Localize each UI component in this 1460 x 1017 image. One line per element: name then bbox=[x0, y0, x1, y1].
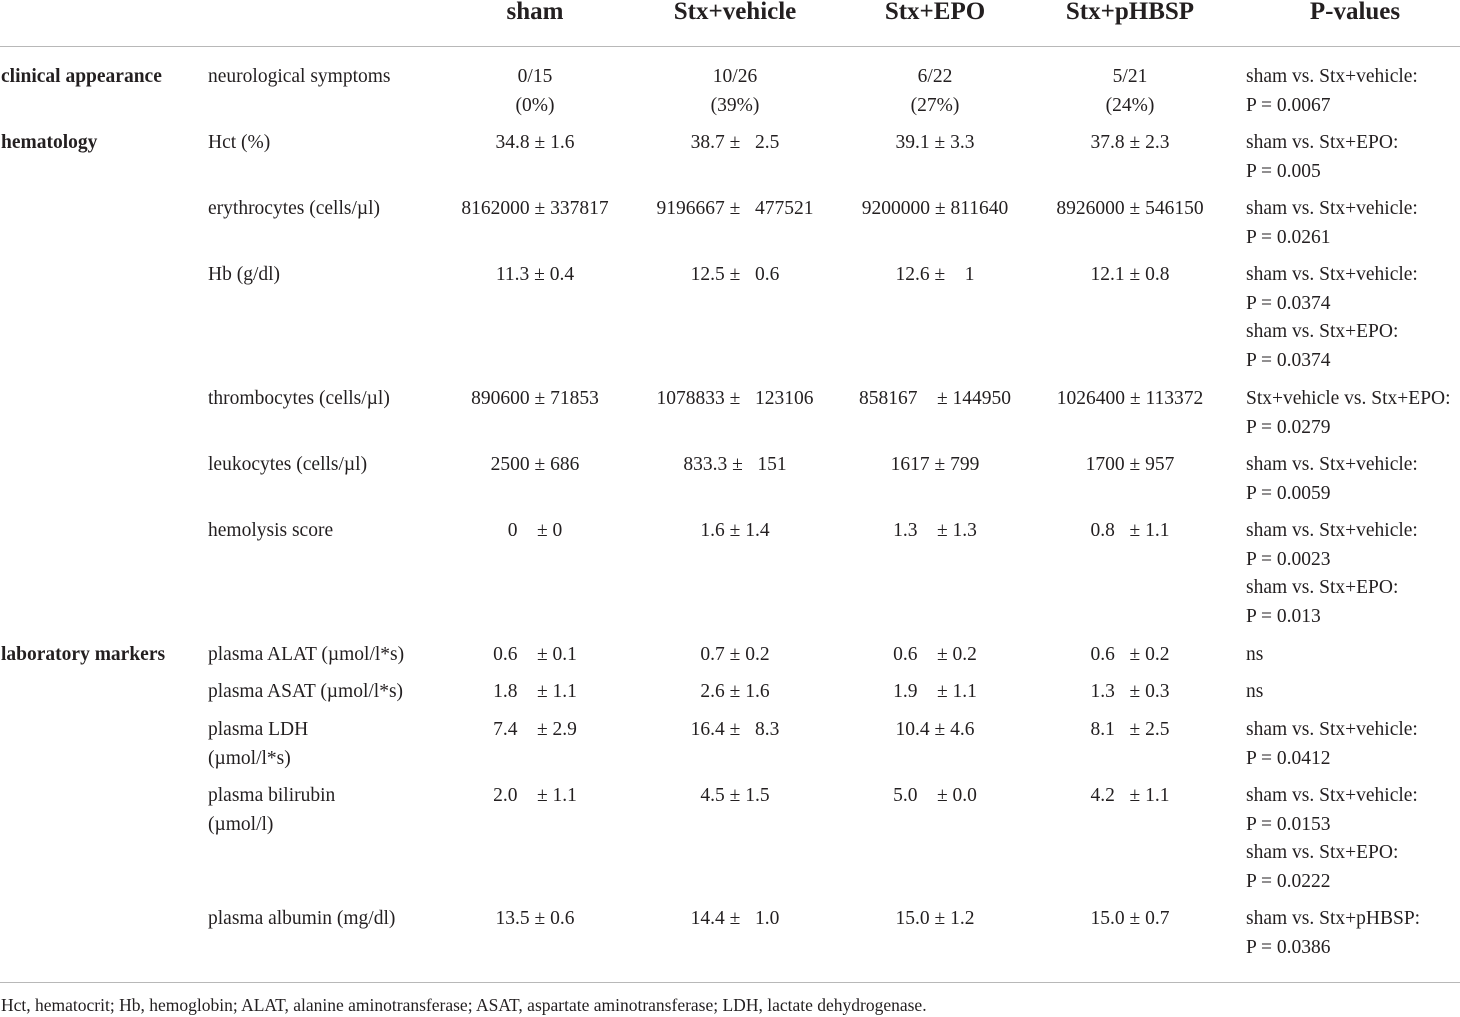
value-stx-phbsp: 1.3 ± 0.3 bbox=[1090, 681, 1170, 702]
row-pvalue: sham vs. Stx+pHBSP: P = 0.0386 bbox=[1246, 908, 1421, 958]
value-stx-phbsp: 1700 ± 957 bbox=[1085, 454, 1175, 475]
header-pvalues bbox=[1260, 0, 1450, 46]
row-pvalue: sham vs. Stx+EPO: P = 0.005 bbox=[1246, 132, 1399, 182]
value-stx-epo: 12.6 ± 1 bbox=[895, 264, 975, 285]
row-parameter: plasma ALAT (µmol/l*s) bbox=[208, 644, 405, 665]
value-stx-vehicle: 0.7 ± 0.2 bbox=[700, 644, 770, 665]
value-sham: 0.6 ± 0.1 bbox=[493, 644, 577, 665]
row-pvalue: sham vs. Stx+vehicle: P = 0.0153 sham vs. Stx+EPO: P = 0.0222 bbox=[1246, 785, 1418, 892]
value-stx-phbsp: 8926000 ± 546150 bbox=[1056, 198, 1204, 219]
row-parameter: plasma ASAT (µmol/l*s) bbox=[208, 681, 404, 702]
header-epo bbox=[840, 0, 1030, 46]
header-vehicle-label: Stx+vehicle bbox=[673, 0, 797, 25]
row-parameter: erythrocytes (cells/µl) bbox=[208, 198, 381, 219]
row-pvalue: sham vs. Stx+vehicle: P = 0.0059 bbox=[1246, 454, 1418, 504]
row-parameter: plasma bilirubin (µmol/l) bbox=[208, 785, 336, 835]
row-parameter: plasma LDH (µmol/l*s) bbox=[208, 719, 309, 769]
row-pvalue: Stx+vehicle vs. Stx+EPO: P = 0.0279 bbox=[1246, 388, 1451, 438]
value-stx-vehicle: 38.7 ± 2.5 bbox=[690, 132, 780, 153]
table-footnote: Hct, hematocrit; Hb, hemoglobin; ALAT, alanine aminotransferase; ASAT, aspartate aminotransferase; LDH, lactate dehydrogenase. bbox=[1, 995, 927, 1015]
row-category: hematology bbox=[1, 132, 98, 153]
row-parameter: neurological symptoms bbox=[208, 66, 391, 87]
value-stx-phbsp: 15.0 ± 0.7 bbox=[1090, 908, 1170, 929]
row-parameter: plasma albumin (mg/dl) bbox=[208, 908, 396, 929]
value-stx-epo: 1.3 ± 1.3 bbox=[893, 520, 977, 541]
row-pvalue: sham vs. Stx+vehicle: P = 0.0374 sham vs. Stx+EPO: P = 0.0374 bbox=[1246, 264, 1418, 371]
value-sham: 7.4 ± 2.9 bbox=[493, 719, 577, 740]
value-stx-vehicle: 2.6 ± 1.6 bbox=[700, 681, 770, 702]
value-stx-vehicle: 4.5 ± 1.5 bbox=[700, 785, 770, 806]
value-stx-phbsp: 4.2 ± 1.1 bbox=[1090, 785, 1170, 806]
header-sham bbox=[440, 0, 630, 46]
row-parameter: hemolysis score bbox=[208, 520, 334, 541]
value-stx-epo: 15.0 ± 1.2 bbox=[895, 908, 975, 929]
value-stx-epo: 1617 ± 799 bbox=[890, 454, 980, 475]
header-phbsp bbox=[1035, 0, 1225, 46]
value-stx-phbsp: 12.1 ± 0.8 bbox=[1090, 264, 1170, 285]
value-stx-vehicle: 14.4 ± 1.0 bbox=[690, 908, 780, 929]
value-stx-epo: 39.1 ± 3.3 bbox=[895, 132, 975, 153]
value-stx-phbsp: 37.8 ± 2.3 bbox=[1090, 132, 1170, 153]
header-sham-label: sham bbox=[506, 0, 564, 25]
row-pvalue: sham vs. Stx+vehicle: P = 0.0412 bbox=[1246, 719, 1418, 769]
value-stx-phbsp: 1026400 ± 113372 bbox=[1056, 388, 1204, 409]
value-sham: 8162000 ± 337817 bbox=[461, 198, 609, 219]
row-parameter: thrombocytes (cells/µl) bbox=[208, 388, 390, 409]
header-phbsp-label: Stx+pHBSP bbox=[1065, 0, 1195, 25]
header-pvalues-label: P-values bbox=[1309, 0, 1401, 25]
value-stx-epo: 1.9 ± 1.1 bbox=[893, 681, 977, 702]
row-category: laboratory markers bbox=[1, 644, 166, 665]
header-rule bbox=[0, 46, 1460, 47]
value-sham: 890600 ± 71853 bbox=[471, 388, 599, 409]
value-stx-epo: 9200000 ± 811640 bbox=[861, 198, 1009, 219]
value-stx-vehicle: 9196667 ± 477521 bbox=[656, 198, 814, 219]
value-stx-phbsp: 0.6 ± 0.2 bbox=[1090, 644, 1170, 665]
header-epo-label: Stx+EPO bbox=[884, 0, 986, 25]
value-sham: 2.0 ± 1.1 bbox=[493, 785, 577, 806]
row-pvalue: sham vs. Stx+vehicle: P = 0.0067 bbox=[1246, 66, 1418, 116]
value-sham: 2500 ± 686 bbox=[490, 454, 580, 475]
value-stx-phbsp: 8.1 ± 2.5 bbox=[1090, 719, 1170, 740]
value-stx-epo: 5.0 ± 0.0 bbox=[893, 785, 977, 806]
value-sham: 0/15 (0%) bbox=[515, 66, 555, 116]
row-parameter: Hct (%) bbox=[208, 132, 271, 153]
row-pvalue: ns bbox=[1246, 681, 1264, 702]
value-stx-vehicle: 1.6 ± 1.4 bbox=[700, 520, 770, 541]
value-stx-vehicle: 16.4 ± 8.3 bbox=[690, 719, 780, 740]
value-stx-phbsp: 0.8 ± 1.1 bbox=[1090, 520, 1170, 541]
row-pvalue: sham vs. Stx+vehicle: P = 0.0023 sham vs. Stx+EPO: P = 0.013 bbox=[1246, 520, 1418, 627]
value-sham: 0 ± 0 bbox=[507, 520, 563, 541]
value-stx-vehicle: 12.5 ± 0.6 bbox=[690, 264, 780, 285]
value-sham: 1.8 ± 1.1 bbox=[493, 681, 577, 702]
value-stx-epo: 6/22 (27%) bbox=[910, 66, 960, 116]
row-pvalue: ns bbox=[1246, 644, 1264, 665]
row-category: clinical appearance bbox=[1, 66, 162, 87]
row-pvalue: sham vs. Stx+vehicle: P = 0.0261 bbox=[1246, 198, 1418, 248]
row-parameter: leukocytes (cells/µl) bbox=[208, 454, 368, 475]
value-sham: 13.5 ± 0.6 bbox=[495, 908, 575, 929]
value-stx-epo: 10.4 ± 4.6 bbox=[895, 719, 975, 740]
row-parameter: Hb (g/dl) bbox=[208, 264, 281, 285]
value-stx-vehicle: 10/26 (39%) bbox=[710, 66, 760, 116]
value-sham: 11.3 ± 0.4 bbox=[495, 264, 575, 285]
header-vehicle bbox=[640, 0, 830, 46]
value-stx-vehicle: 833.3 ± 151 bbox=[683, 454, 787, 475]
value-stx-epo: 858167 ± 144950 bbox=[858, 388, 1012, 409]
value-stx-phbsp: 5/21 (24%) bbox=[1105, 66, 1155, 116]
value-stx-epo: 0.6 ± 0.2 bbox=[893, 644, 977, 665]
value-stx-vehicle: 1078833 ± 123106 bbox=[656, 388, 814, 409]
value-sham: 34.8 ± 1.6 bbox=[495, 132, 575, 153]
bottom-rule bbox=[0, 982, 1460, 983]
